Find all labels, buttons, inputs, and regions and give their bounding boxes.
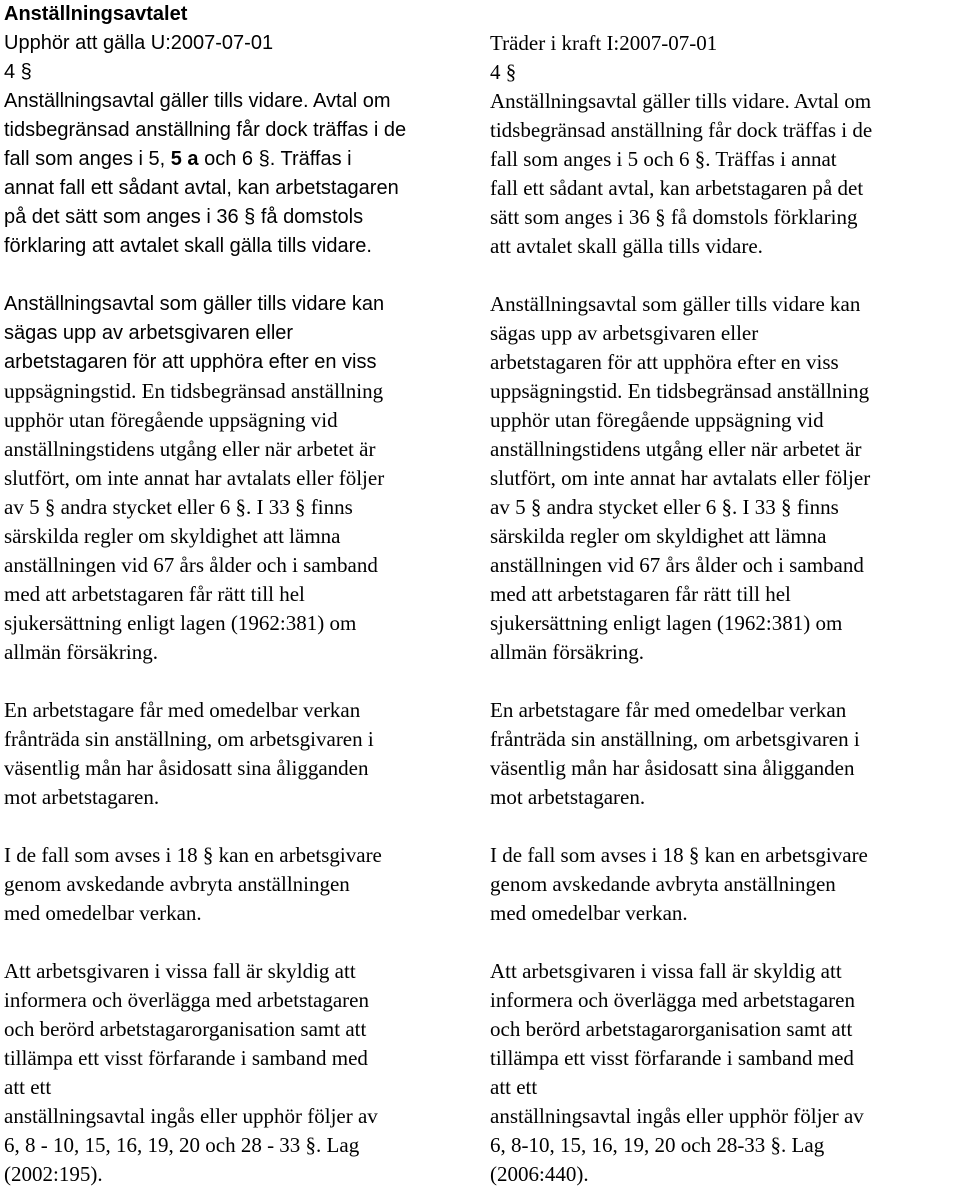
- text-line: av 5 § andra stycket eller 6 §. I 33 § finns: [4, 495, 353, 519]
- text-line: sätt som anges i 36 § få domstols förklaring: [490, 205, 858, 229]
- right-top-spacer: [490, 0, 958, 29]
- text-line: och berörd arbetstagarorganisation samt att: [490, 1017, 853, 1041]
- text-line: Anställningsavtal gäller tills vidare. Avtal om: [490, 89, 872, 113]
- text-line: anställningstidens utgång eller när arbetet är: [490, 437, 862, 461]
- right-paragraph: [490, 957, 958, 1189]
- left-paragraph: [4, 841, 472, 928]
- right-status: Träder i kraft I:2007-07-01: [490, 31, 718, 55]
- text-line: anställningen vid 67 års ålder och i samband: [4, 553, 378, 577]
- right-paragraph: [490, 290, 958, 667]
- text-line: Anställningsavtal som gäller tills vidare kan: [490, 292, 861, 316]
- text-line: genom avskedande avbryta anställningen: [4, 872, 350, 896]
- text-line: väsentlig mån har åsidosatt sina åligganden: [4, 756, 369, 780]
- text-line: med att arbetstagaren får rätt till hel: [4, 582, 305, 606]
- text-line: anställningstidens utgång eller när arbetet är: [4, 437, 376, 461]
- text-line: genom avskedande avbryta anställningen: [490, 872, 836, 896]
- paragraph-gap: [4, 928, 472, 957]
- left-column-old-version: [4, 0, 472, 1189]
- text-line: tidsbegränsad anställning får dock träffas i de: [4, 119, 407, 141]
- text-line: uppsägningstid. En tidsbegränsad anställning: [4, 379, 384, 403]
- text-line: allmän försäkring.: [4, 640, 158, 664]
- text-line: Anställningsavtal gäller tills vidare. Avtal om: [4, 90, 391, 112]
- text-line: allmän försäkring.: [490, 640, 644, 664]
- text-line: fall som anges i 5, 5 a och 6 §. Träffas i: [4, 148, 352, 170]
- text-line: tillämpa ett visst förfarande i samband med: [4, 1046, 368, 1070]
- text-line: anställningen vid 67 års ålder och i samband: [490, 553, 864, 577]
- text-line: (2002:195).: [4, 1162, 103, 1186]
- left-section-number: 4 §: [4, 61, 32, 83]
- text-line: med omedelbar verkan.: [490, 901, 688, 925]
- text-line: fall som anges i 5 och 6 §. Träffas i annat: [490, 147, 837, 171]
- text-line: anställningsavtal ingås eller upphör följer av: [490, 1104, 864, 1128]
- paragraph-gap: [4, 261, 472, 290]
- text-line: arbetstagaren för att upphöra efter en viss: [4, 351, 377, 373]
- text-line: med att arbetstagaren får rätt till hel: [490, 582, 791, 606]
- text-line: att ett: [490, 1075, 538, 1099]
- text-line: 6, 8 - 10, 15, 16, 19, 20 och 28 - 33 §. Lag: [4, 1133, 360, 1157]
- paragraph-gap: [490, 812, 958, 841]
- text-line: fall ett sådant avtal, kan arbetstagaren på det: [490, 176, 864, 200]
- text-line: slutfört, om inte annat har avtalats eller följer: [4, 466, 385, 490]
- paragraph-gap: [4, 667, 472, 696]
- right-paragraph: [490, 841, 958, 928]
- text-line: av 5 § andra stycket eller 6 §. I 33 § finns: [490, 495, 839, 519]
- text-line: förklaring att avtalet skall gälla tills vidare.: [4, 235, 372, 257]
- left-paragraph: [4, 290, 472, 667]
- text-line: upphör utan föregående uppsägning vid: [4, 408, 338, 432]
- text-line: upphör utan föregående uppsägning vid: [490, 408, 824, 432]
- text-line: informera och överlägga med arbetstagaren: [490, 988, 855, 1012]
- text-line: och berörd arbetstagarorganisation samt att: [4, 1017, 367, 1041]
- text-line: sjukersättning enligt lagen (1962:381) om: [490, 611, 843, 635]
- text-line: tidsbegränsad anställning får dock träffas i de: [490, 118, 873, 142]
- text-line: Att arbetsgivaren i vissa fall är skyldig att: [4, 959, 356, 983]
- text-line: tillämpa ett visst förfarande i samband med: [490, 1046, 854, 1070]
- text-line: Att arbetsgivaren i vissa fall är skyldig att: [490, 959, 842, 983]
- text-line: mot arbetstagaren.: [4, 785, 160, 809]
- text-line: särskilda regler om skyldighet att lämna: [4, 524, 341, 548]
- text-line: väsentlig mån har åsidosatt sina åligganden: [490, 756, 855, 780]
- paragraph-gap: [4, 812, 472, 841]
- text-line: En arbetstagare får med omedelbar verkan: [4, 698, 361, 722]
- text-line: I de fall som avses i 18 § kan en arbetsgivare: [490, 843, 868, 867]
- text-line: på det sätt som anges i 36 § få domstols: [4, 206, 364, 228]
- text-line: 6, 8-10, 15, 16, 19, 20 och 28-33 §. Lag: [490, 1133, 825, 1157]
- text-line: En arbetstagare får med omedelbar verkan: [490, 698, 847, 722]
- left-paragraph: [4, 87, 472, 261]
- text-line: (2006:440).: [490, 1162, 589, 1186]
- text-line: att avtalet skall gälla tills vidare.: [490, 234, 763, 258]
- text-line: arbetstagaren för att upphöra efter en viss: [490, 350, 839, 374]
- right-paragraph: [490, 696, 958, 812]
- text-line: Anställningsavtal som gäller tills vidare kan: [4, 293, 385, 315]
- text-line: sägas upp av arbetsgivaren eller: [4, 322, 294, 344]
- text-line: slutfört, om inte annat har avtalats eller följer: [490, 466, 871, 490]
- text-line: mot arbetstagaren.: [490, 785, 646, 809]
- text-line: särskilda regler om skyldighet att lämna: [490, 524, 827, 548]
- text-line: med omedelbar verkan.: [4, 901, 202, 925]
- right-paragraph: [490, 87, 958, 261]
- text-line: frånträda sin anställning, om arbetsgivaren i: [4, 727, 374, 751]
- text-line: att ett: [4, 1075, 52, 1099]
- left-paragraph: [4, 957, 472, 1189]
- right-section-number: 4 §: [490, 60, 517, 84]
- text-line: uppsägningstid. En tidsbegränsad anställning: [490, 379, 870, 403]
- document-title: Anställningsavtalet: [4, 3, 188, 25]
- right-paragraphs: [490, 87, 958, 1189]
- left-status: Upphör att gälla U:2007-07-01: [4, 32, 274, 54]
- paragraph-gap: [490, 928, 958, 957]
- text-line: sägas upp av arbetsgivaren eller: [490, 321, 759, 345]
- left-paragraphs: [4, 87, 472, 1189]
- text-line: I de fall som avses i 18 § kan en arbetsgivare: [4, 843, 382, 867]
- right-column-new-version: [490, 0, 958, 1189]
- left-paragraph: [4, 696, 472, 812]
- paragraph-gap: [490, 667, 958, 696]
- text-line: frånträda sin anställning, om arbetsgivaren i: [490, 727, 860, 751]
- text-line: informera och överlägga med arbetstagaren: [4, 988, 369, 1012]
- text-line: anställningsavtal ingås eller upphör följer av: [4, 1104, 378, 1128]
- text-line: annat fall ett sådant avtal, kan arbetstagaren: [4, 177, 399, 199]
- paragraph-gap: [490, 261, 958, 290]
- text-line: sjukersättning enligt lagen (1962:381) om: [4, 611, 357, 635]
